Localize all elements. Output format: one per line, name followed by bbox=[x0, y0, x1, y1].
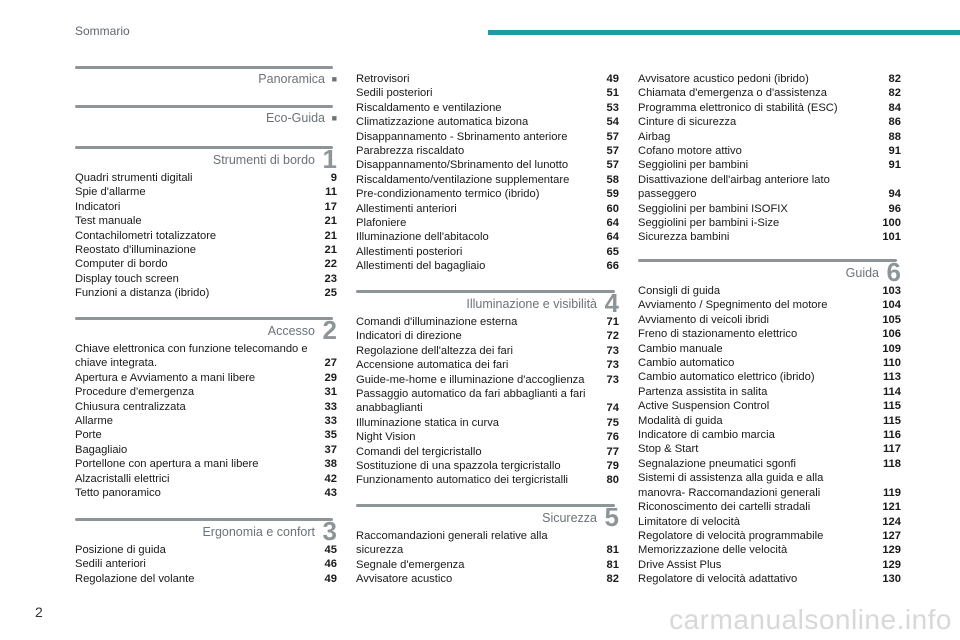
toc-entry-page[interactable]: 105 bbox=[882, 313, 901, 326]
toc-entry-page[interactable]: 64 bbox=[606, 231, 619, 244]
toc-entry-page[interactable]: 37 bbox=[324, 443, 337, 456]
toc-entry-page[interactable]: 103 bbox=[882, 285, 901, 297]
toc-entry-page[interactable]: 96 bbox=[888, 202, 901, 215]
toc-entry[interactable] bbox=[75, 443, 337, 457]
section-title[interactable]: Guida bbox=[845, 266, 879, 280]
toc-entry-title[interactable]: Raccomandazioni generali relative alla sicurezza bbox=[356, 530, 548, 557]
toc-entry[interactable] bbox=[356, 216, 619, 230]
toc-entries bbox=[75, 342, 337, 500]
toc-entry[interactable] bbox=[75, 171, 337, 185]
toc-entry[interactable] bbox=[356, 329, 619, 343]
toc-entry-title[interactable]: Regolazione del volante bbox=[75, 572, 195, 585]
toc-entry[interactable] bbox=[638, 442, 901, 456]
section-bullet: ■ bbox=[331, 74, 337, 84]
toc-entry-page[interactable]: 38 bbox=[324, 458, 337, 471]
toc-entry-page[interactable]: 42 bbox=[324, 472, 337, 485]
toc-entry-page[interactable]: 106 bbox=[882, 328, 901, 341]
section-title[interactable]: Eco-Guida bbox=[265, 111, 325, 125]
toc-entry[interactable] bbox=[356, 315, 619, 329]
toc-entry-title[interactable]: Apertura e Avviamento a mani libere bbox=[75, 371, 256, 384]
toc-entry-page[interactable]: 76 bbox=[606, 431, 619, 444]
toc-entry-title[interactable]: Riconoscimento dei cartelli stradali bbox=[638, 501, 811, 514]
toc-entry[interactable] bbox=[75, 200, 337, 214]
toc-entry[interactable] bbox=[638, 144, 901, 158]
toc-entry-title[interactable]: Comandi del tergicristallo bbox=[356, 445, 482, 458]
toc-entry-page[interactable]: 91 bbox=[888, 159, 901, 172]
toc-entry[interactable] bbox=[75, 400, 337, 414]
toc-entry-title[interactable]: Active Suspension Control bbox=[638, 400, 770, 413]
toc-entry[interactable] bbox=[356, 558, 619, 572]
toc-entry-page[interactable]: 17 bbox=[324, 200, 337, 213]
toc-entry-page[interactable]: 57 bbox=[606, 130, 619, 143]
toc-entry[interactable] bbox=[75, 428, 337, 442]
toc-entry-page[interactable]: 115 bbox=[882, 414, 901, 427]
toc-entry-page[interactable]: 60 bbox=[606, 202, 619, 215]
toc-entry-title[interactable]: Riscaldamento e ventilazione bbox=[356, 101, 502, 114]
toc-entry-page[interactable]: 73 bbox=[606, 373, 619, 386]
toc-entry[interactable] bbox=[75, 486, 337, 500]
toc-entries bbox=[356, 315, 619, 488]
toc-entry-title[interactable]: Climatizzazione automatica bizona bbox=[356, 116, 529, 129]
toc-entry-title[interactable]: Seggiolini per bambini bbox=[638, 159, 749, 172]
toc-entry[interactable] bbox=[356, 158, 619, 172]
toc-entry-page[interactable]: 57 bbox=[606, 145, 619, 158]
toc-entry-title[interactable]: Allarme bbox=[75, 415, 113, 428]
section-number: 6 bbox=[886, 257, 901, 287]
toc-entries bbox=[638, 72, 901, 245]
toc-entry[interactable] bbox=[356, 344, 619, 358]
toc-entry-title[interactable]: Seggiolini per bambini ISOFIX bbox=[638, 202, 788, 215]
toc-entry[interactable] bbox=[638, 327, 901, 341]
toc-entry[interactable] bbox=[638, 230, 901, 244]
toc-entry[interactable] bbox=[638, 298, 901, 312]
toc-entry-title[interactable]: Portellone con apertura a mani libere bbox=[75, 458, 259, 471]
toc-entry[interactable] bbox=[638, 370, 901, 384]
toc-entry[interactable] bbox=[638, 313, 901, 327]
toc-entry-page[interactable]: 81 bbox=[606, 558, 619, 571]
toc-entry[interactable] bbox=[356, 416, 619, 430]
toc-entry[interactable] bbox=[638, 86, 901, 100]
toc-entry[interactable] bbox=[356, 187, 619, 201]
toc-entry-title[interactable]: Accensione automatica dei fari bbox=[356, 359, 509, 372]
toc-entry-title[interactable]: Chiave elettronica con funzione telecomando e chiave integrata. bbox=[75, 343, 308, 370]
toc-entry[interactable] bbox=[638, 101, 901, 115]
toc-entry-page[interactable]: 127 bbox=[882, 529, 901, 542]
toc-entry-page[interactable]: 79 bbox=[606, 460, 619, 473]
toc-entry[interactable] bbox=[356, 115, 619, 129]
toc-entry[interactable] bbox=[75, 457, 337, 471]
toc-entry-title[interactable]: Cinture di sicurezza bbox=[638, 116, 737, 129]
toc-entry-title[interactable]: Funzioni a distanza (ibrido) bbox=[75, 287, 210, 300]
toc-entry-page[interactable]: 54 bbox=[606, 116, 619, 129]
toc-entry[interactable] bbox=[638, 115, 901, 129]
toc-entry-title[interactable]: Segnalazione pneumatici sgonfi bbox=[638, 457, 796, 470]
toc-entry-title[interactable]: Guide-me-home e illuminazione d'accoglienza bbox=[356, 373, 585, 386]
toc-entry-title[interactable]: Programma elettronico di stabilità (ESC) bbox=[638, 101, 838, 114]
section-5 bbox=[356, 504, 619, 587]
toc-entry[interactable] bbox=[356, 529, 619, 558]
toc-entry[interactable] bbox=[638, 342, 901, 356]
toc-entry-page[interactable]: 46 bbox=[324, 558, 337, 571]
toc-entry-title[interactable]: Regolazione dell'altezza dei fari bbox=[356, 344, 513, 357]
toc-entry[interactable] bbox=[356, 86, 619, 100]
header-accent-bar bbox=[488, 30, 960, 35]
toc-entry-page[interactable]: 82 bbox=[606, 573, 619, 586]
toc-entry-page[interactable]: 65 bbox=[606, 245, 619, 258]
toc-entry-page[interactable]: 118 bbox=[882, 457, 901, 470]
toc-entry-page[interactable]: 72 bbox=[606, 330, 619, 343]
section-title[interactable]: Accesso bbox=[267, 324, 315, 338]
toc-entry-title[interactable]: Chiusura centralizzata bbox=[75, 400, 186, 413]
toc-entry[interactable] bbox=[75, 185, 337, 199]
toc-entry-title[interactable]: Freno di stazionamento elettrico bbox=[638, 328, 798, 341]
toc-entry[interactable] bbox=[75, 543, 337, 557]
section-title[interactable]: Ergonomia e confort bbox=[202, 525, 315, 539]
toc-entry-page[interactable]: 21 bbox=[324, 229, 337, 242]
toc-entry[interactable] bbox=[75, 414, 337, 428]
toc-entry[interactable] bbox=[75, 229, 337, 243]
toc-entry-title[interactable]: Disappannamento/Sbrinamento del lunotto bbox=[356, 159, 569, 172]
toc-entry-title[interactable]: Display touch screen bbox=[75, 272, 179, 285]
toc-entry[interactable] bbox=[638, 572, 901, 586]
section-eco-guida[interactable] bbox=[75, 105, 337, 130]
toc-entry[interactable] bbox=[356, 101, 619, 115]
toc-entry-title[interactable]: Sistemi di assistenza alla guida e alla manovra- Raccomandazioni generali bbox=[638, 472, 824, 499]
toc-entry-page[interactable]: 29 bbox=[324, 371, 337, 384]
toc-entry[interactable] bbox=[75, 557, 337, 571]
toc-entry[interactable] bbox=[638, 72, 901, 86]
toc-entry-title[interactable]: Riscaldamento/ventilazione supplementare bbox=[356, 173, 570, 186]
toc-entry-page[interactable]: 75 bbox=[606, 416, 619, 429]
section-number: 1 bbox=[322, 144, 337, 174]
toc-entry[interactable] bbox=[638, 399, 901, 413]
toc-entry-title[interactable]: Contachilometri totalizzatore bbox=[75, 229, 217, 242]
toc-entry[interactable] bbox=[638, 202, 901, 216]
toc-entry-page[interactable]: 23 bbox=[324, 272, 337, 285]
section-3-continued bbox=[356, 72, 619, 274]
toc-entry-page[interactable]: 58 bbox=[606, 173, 619, 186]
toc-entry-page[interactable]: 35 bbox=[324, 429, 337, 442]
toc-entry-title[interactable]: Cambio manuale bbox=[638, 342, 723, 355]
section-3 bbox=[75, 518, 337, 586]
watermark: carmanualsonline.info bbox=[669, 604, 952, 635]
toc-entry[interactable] bbox=[638, 457, 901, 471]
toc-entry-title[interactable]: Cofano motore attivo bbox=[638, 145, 742, 158]
toc-entry[interactable] bbox=[356, 572, 619, 586]
toc-entry[interactable] bbox=[356, 130, 619, 144]
toc-entry-title[interactable]: Allestimenti anteriori bbox=[356, 202, 457, 215]
toc-entry-page[interactable]: 110 bbox=[882, 357, 901, 370]
toc-entry-title[interactable]: Disattivazione dell'airbag anteriore lato passeggero bbox=[638, 173, 830, 201]
toc-entry[interactable] bbox=[638, 543, 901, 557]
toc-entry-page[interactable]: 25 bbox=[324, 287, 337, 300]
toc-entry-title[interactable]: Posizione di guida bbox=[75, 544, 166, 556]
header-title: Sommario bbox=[75, 24, 130, 38]
toc-entry-title[interactable]: Disappannamento - Sbrinamento anteriore bbox=[356, 130, 568, 143]
toc-entry-title[interactable]: Pre-condizionamento termico (ibrido) bbox=[356, 188, 540, 201]
toc-entry[interactable] bbox=[75, 385, 337, 399]
section-number: 5 bbox=[604, 502, 619, 532]
toc-entry[interactable] bbox=[75, 472, 337, 486]
toc-entry-title[interactable]: Drive Assist Plus bbox=[638, 558, 722, 571]
toc-entry-page[interactable]: 130 bbox=[882, 573, 901, 586]
toc-entry-page[interactable]: 27 bbox=[324, 357, 337, 370]
toc-entry[interactable] bbox=[75, 286, 337, 300]
toc-entry-page[interactable]: 21 bbox=[324, 215, 337, 228]
toc-entry-page[interactable]: 59 bbox=[606, 188, 619, 201]
toc-entry-page[interactable]: 49 bbox=[606, 73, 619, 85]
toc-entry[interactable] bbox=[356, 473, 619, 487]
toc-entry-page[interactable]: 74 bbox=[606, 402, 619, 415]
toc-entry-title[interactable]: Night Vision bbox=[356, 431, 416, 444]
toc-entry[interactable] bbox=[75, 371, 337, 385]
toc-entry-title[interactable]: Plafoniere bbox=[356, 217, 407, 230]
toc-entry-page[interactable]: 49 bbox=[324, 572, 337, 585]
section-title[interactable]: Strumenti di bordo bbox=[212, 153, 315, 167]
toc-entry[interactable] bbox=[75, 257, 337, 271]
toc-entry[interactable] bbox=[638, 216, 901, 230]
toc-entry-title[interactable]: Indicatori di direzione bbox=[356, 330, 462, 343]
toc-entry-title[interactable]: Allestimenti del bagagliaio bbox=[356, 260, 486, 273]
toc-entry-title[interactable]: Cambio automatico elettrico (ibrido) bbox=[638, 371, 815, 384]
toc-entry-page[interactable]: 81 bbox=[606, 544, 619, 557]
toc-entry-title[interactable]: Avvisatore acustico pedoni (ibrido) bbox=[638, 73, 809, 85]
toc-entry-page[interactable]: 82 bbox=[888, 73, 901, 85]
toc-entry-title[interactable]: Cambio automatico bbox=[638, 357, 735, 370]
toc-entry-page[interactable]: 113 bbox=[882, 371, 901, 384]
toc-entry[interactable] bbox=[638, 414, 901, 428]
toc-entry[interactable] bbox=[356, 387, 619, 416]
toc-entry[interactable] bbox=[638, 284, 901, 298]
toc-entry-title[interactable]: Comandi d'illuminazione esterna bbox=[356, 316, 518, 328]
section-bullet: ■ bbox=[331, 113, 337, 123]
toc-entry[interactable] bbox=[638, 130, 901, 144]
toc-entry-page[interactable]: 71 bbox=[606, 316, 619, 328]
toc-entry-title[interactable]: Passaggio automatico da fari abbaglianti a fari anabbaglianti bbox=[356, 388, 586, 415]
toc-entry-title[interactable]: Airbag bbox=[638, 130, 671, 143]
toc-entry-page[interactable]: 116 bbox=[882, 429, 901, 442]
toc-entry[interactable] bbox=[356, 202, 619, 216]
toc-entry-title[interactable]: Alzacristalli elettrici bbox=[75, 472, 170, 485]
toc-entry-title[interactable]: Indicatore di cambio marcia bbox=[638, 429, 775, 442]
toc-entry-title[interactable]: Spie d'allarme bbox=[75, 186, 146, 199]
toc-entry-title[interactable]: Parabrezza riscaldato bbox=[356, 145, 465, 158]
toc-entry-page[interactable]: 115 bbox=[882, 400, 901, 413]
toc-entry-title[interactable]: Retrovisori bbox=[356, 73, 410, 85]
toc-entry[interactable] bbox=[638, 356, 901, 370]
toc-entry[interactable] bbox=[638, 471, 901, 500]
toc-entry-page[interactable]: 73 bbox=[606, 344, 619, 357]
toc-entry-title[interactable]: Seggiolini per bambini i-Size bbox=[638, 217, 780, 230]
toc-entry[interactable] bbox=[638, 158, 901, 172]
toc-entry-page[interactable]: 31 bbox=[324, 386, 337, 399]
section-panoramica[interactable] bbox=[75, 66, 337, 91]
toc-entry-title[interactable]: Illuminazione dell'abitacolo bbox=[356, 231, 489, 244]
toc-entry-title[interactable]: Quadri strumenti digitali bbox=[75, 172, 193, 184]
toc-entry-page[interactable]: 129 bbox=[882, 558, 901, 571]
section-title[interactable]: Panoramica bbox=[258, 72, 325, 86]
toc-entry-title[interactable]: Stop & Start bbox=[638, 443, 699, 456]
toc-entry-page[interactable]: 94 bbox=[888, 188, 901, 201]
toc-entry-page[interactable]: 64 bbox=[606, 217, 619, 230]
toc-entry-title[interactable]: Consigli di guida bbox=[638, 285, 721, 297]
toc-entry-page[interactable]: 9 bbox=[330, 172, 337, 184]
toc-entry-page[interactable]: 45 bbox=[324, 544, 337, 556]
toc-entry-title[interactable]: Avviamento di veicoli ibridi bbox=[638, 313, 769, 326]
toc-entry[interactable] bbox=[356, 72, 619, 86]
toc-entry[interactable] bbox=[356, 144, 619, 158]
toc-entry-page[interactable]: 51 bbox=[606, 87, 619, 100]
toc-entry-title[interactable]: Funzionamento automatico dei tergicristalli bbox=[356, 474, 569, 487]
toc-entry-page[interactable]: 88 bbox=[888, 130, 901, 143]
toc-entry-page[interactable]: 114 bbox=[882, 385, 901, 398]
toc-entries bbox=[75, 171, 337, 301]
toc-entry[interactable] bbox=[75, 243, 337, 257]
toc-entry-title[interactable]: Test manuale bbox=[75, 215, 142, 228]
toc-entry-page[interactable]: 80 bbox=[606, 474, 619, 487]
toc-entry-title[interactable]: Indicatori bbox=[75, 200, 121, 213]
toc-entry-page[interactable]: 86 bbox=[888, 116, 901, 129]
toc-entry-title[interactable]: Memorizzazione delle velocità bbox=[638, 544, 788, 557]
toc-entry[interactable] bbox=[356, 230, 619, 244]
section-1 bbox=[75, 146, 337, 301]
toc-entry-title[interactable]: Sedili posteriori bbox=[356, 87, 433, 100]
toc-entry-page[interactable]: 119 bbox=[882, 486, 901, 499]
toc-entry-page[interactable]: 129 bbox=[882, 544, 901, 557]
toc-entry[interactable] bbox=[356, 259, 619, 273]
toc-entry[interactable] bbox=[638, 173, 901, 202]
toc-entry-page[interactable]: 77 bbox=[606, 445, 619, 458]
toc-entries bbox=[356, 72, 619, 274]
toc-entry-page[interactable]: 33 bbox=[324, 415, 337, 428]
toc-entry-page[interactable]: 117 bbox=[882, 443, 901, 456]
toc-entry-title[interactable]: Reostato d'illuminazione bbox=[75, 244, 196, 257]
toc-entry-title[interactable]: Limitatore di velocità bbox=[638, 515, 740, 528]
toc-entries bbox=[638, 284, 901, 587]
section-number: 2 bbox=[322, 315, 337, 345]
section-4 bbox=[356, 290, 619, 488]
toc-entry-page[interactable]: 66 bbox=[606, 260, 619, 273]
toc-entry-page[interactable]: 53 bbox=[606, 101, 619, 114]
toc-entry-title[interactable]: Tetto panoramico bbox=[75, 487, 161, 500]
toc-entry-page[interactable]: 43 bbox=[324, 487, 337, 500]
toc-entry-page[interactable]: 21 bbox=[324, 244, 337, 257]
toc-entry-title[interactable]: Modalità di guida bbox=[638, 414, 723, 427]
toc-entry-page[interactable]: 82 bbox=[888, 87, 901, 100]
toc-entry-title[interactable]: Computer di bordo bbox=[75, 258, 168, 271]
toc-entry-title[interactable]: Segnale d'emergenza bbox=[356, 558, 465, 571]
toc-entry-title[interactable]: Avviamento / Spegnimento del motore bbox=[638, 299, 828, 312]
toc-entry-title[interactable]: Partenza assistita in salita bbox=[638, 385, 768, 398]
toc-entry-title[interactable]: Regolatore di velocità adattativo bbox=[638, 573, 798, 586]
toc-entry[interactable] bbox=[356, 358, 619, 372]
toc-entry[interactable] bbox=[356, 373, 619, 387]
toc-entry[interactable] bbox=[638, 515, 901, 529]
toc-entry-page[interactable]: 100 bbox=[882, 217, 901, 230]
toc-entry[interactable] bbox=[356, 445, 619, 459]
toc-entry[interactable] bbox=[638, 529, 901, 543]
toc-entry-page[interactable]: 73 bbox=[606, 359, 619, 372]
toc-entry-page[interactable]: 91 bbox=[888, 145, 901, 158]
toc-entry[interactable] bbox=[356, 173, 619, 187]
section-title[interactable]: Illuminazione e visibilità bbox=[466, 297, 597, 311]
toc-entry-title[interactable]: Allestimenti posteriori bbox=[356, 245, 463, 258]
toc-entry-title[interactable]: Avvisatore acustico bbox=[356, 573, 453, 586]
section-6 bbox=[638, 259, 901, 587]
toc-entry[interactable] bbox=[638, 558, 901, 572]
toc-entry-title[interactable]: Porte bbox=[75, 429, 102, 442]
toc-entry[interactable] bbox=[356, 430, 619, 444]
section-title[interactable]: Sicurezza bbox=[542, 511, 597, 525]
toc-entry-title[interactable]: Sedili anteriori bbox=[75, 558, 146, 571]
page-number: 2 bbox=[35, 604, 43, 620]
toc-entry-page[interactable]: 121 bbox=[882, 501, 901, 514]
toc-entries bbox=[356, 529, 619, 587]
section-number: 3 bbox=[322, 516, 337, 546]
toc-entry-page[interactable]: 84 bbox=[888, 101, 901, 114]
toc-entry[interactable] bbox=[638, 428, 901, 442]
toc-entry-title[interactable]: Chiamata d'emergenza o d'assistenza bbox=[638, 87, 827, 100]
toc-entry-page[interactable]: 33 bbox=[324, 400, 337, 413]
toc-entry-page[interactable]: 101 bbox=[882, 231, 901, 244]
toc-entry-title[interactable]: Illuminazione statica in curva bbox=[356, 416, 500, 429]
toc-entry-title[interactable]: Bagagliaio bbox=[75, 443, 128, 456]
toc-entry-page[interactable]: 11 bbox=[325, 186, 337, 199]
toc-entry-page[interactable]: 22 bbox=[324, 258, 337, 271]
toc-entry-page[interactable]: 124 bbox=[882, 515, 901, 528]
toc-entry[interactable] bbox=[356, 459, 619, 473]
toc-entry-page[interactable]: 104 bbox=[882, 299, 901, 312]
toc-entry[interactable] bbox=[638, 385, 901, 399]
toc-entry[interactable] bbox=[75, 214, 337, 228]
toc-entry-title[interactable]: Procedure d'emergenza bbox=[75, 386, 195, 399]
section-5-continued bbox=[638, 72, 901, 245]
toc-entry[interactable] bbox=[75, 272, 337, 286]
toc-entry-page[interactable]: 109 bbox=[882, 342, 901, 355]
toc-entry[interactable] bbox=[356, 245, 619, 259]
section-number: 4 bbox=[604, 288, 619, 318]
toc-entry-title[interactable]: Sostituzione di una spazzola tergicristallo bbox=[356, 460, 561, 473]
toc-entry[interactable] bbox=[75, 572, 337, 586]
section-2 bbox=[75, 317, 337, 500]
toc-entry-title[interactable]: Regolatore di velocità programmabile bbox=[638, 529, 824, 542]
toc-entry[interactable] bbox=[75, 342, 337, 371]
toc-entry-page[interactable]: 57 bbox=[606, 159, 619, 172]
toc-entry-title[interactable]: Sicurezza bambini bbox=[638, 231, 730, 244]
toc-entry[interactable] bbox=[638, 500, 901, 514]
toc-entries bbox=[75, 543, 337, 586]
